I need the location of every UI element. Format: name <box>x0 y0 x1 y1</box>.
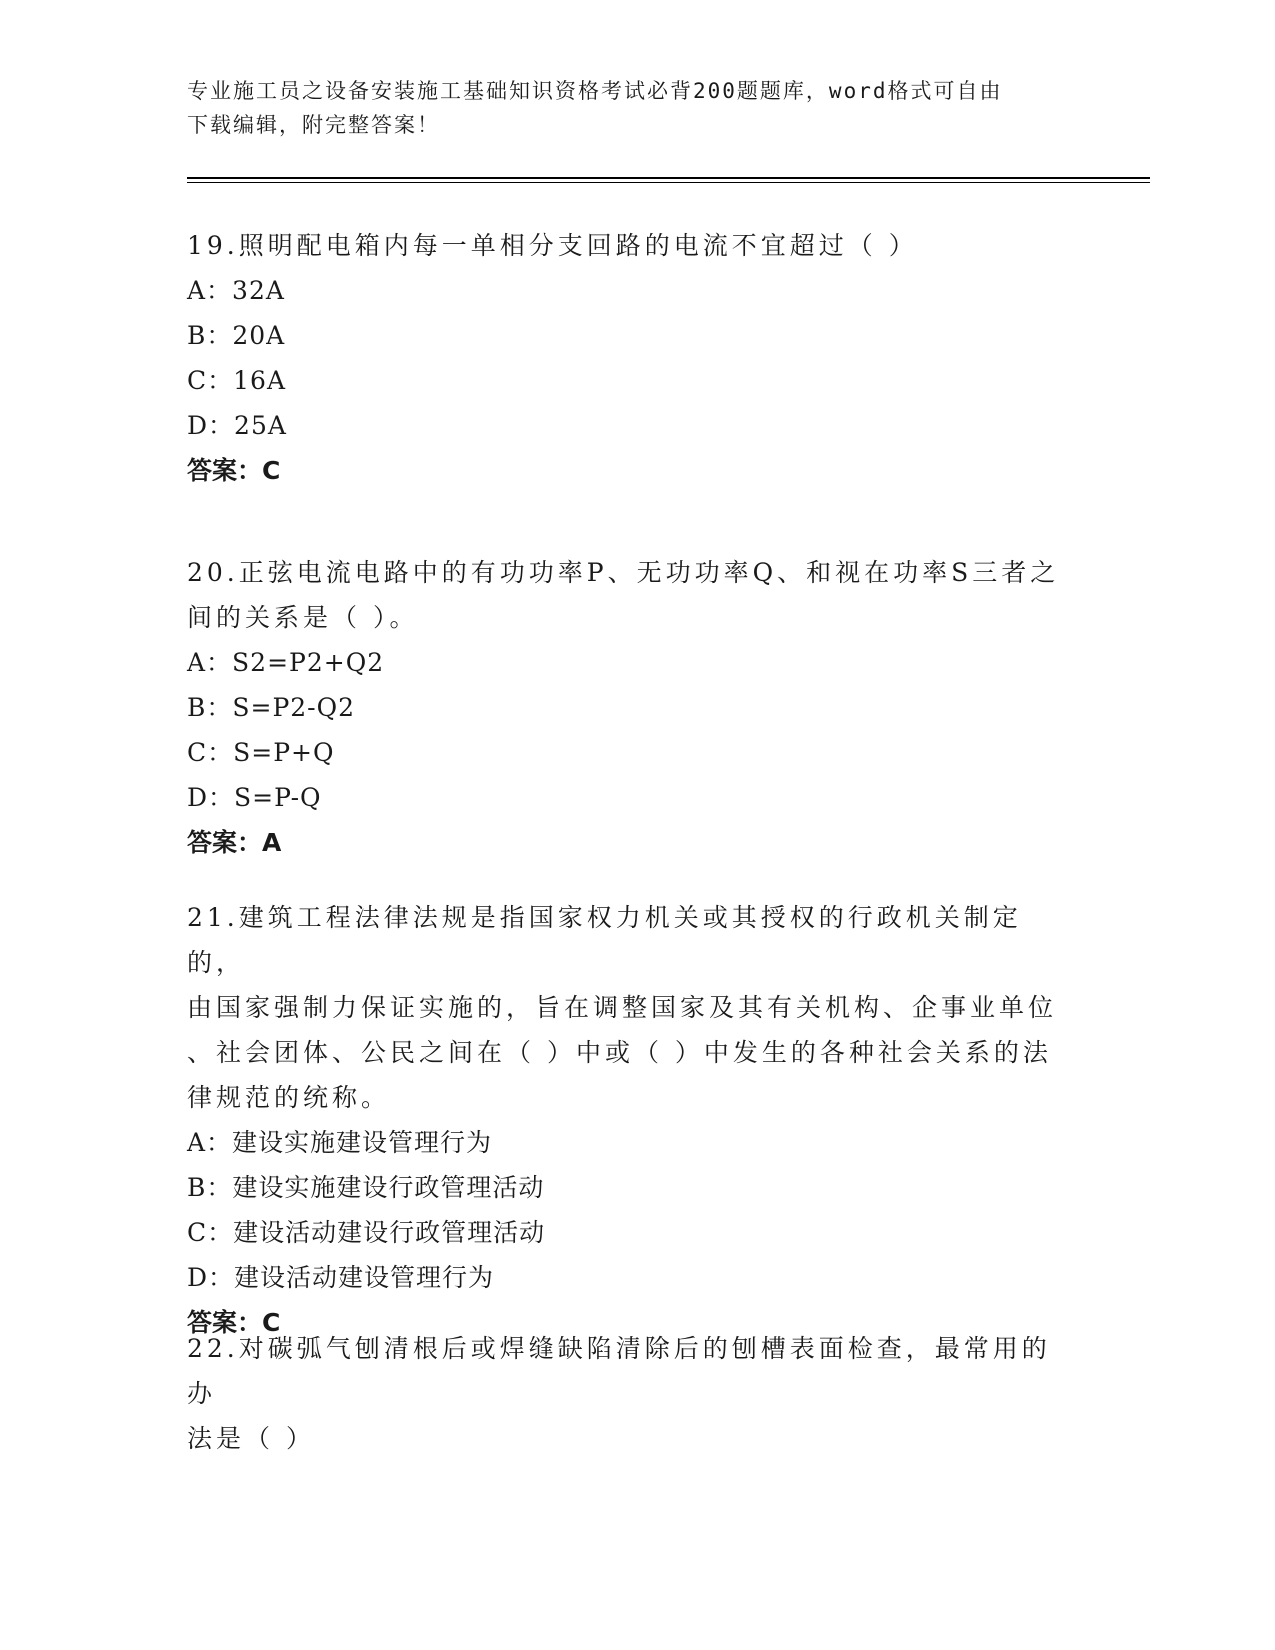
header-divider-thin <box>187 182 1150 183</box>
answer: 答案：C <box>187 1308 281 1337</box>
option-a: A：建设实施建设管理行为 <box>187 1128 493 1157</box>
question-text: 20.正弦电流电路中的有功功率P、无功功率Q、和视在功率S三者之 <box>187 558 1060 587</box>
answer: 答案：C <box>187 456 281 485</box>
option-c: C：S=P+Q <box>187 738 335 767</box>
option-b: B：S=P2-Q2 <box>187 693 356 722</box>
document-header <box>187 74 1067 142</box>
question-text: 间的关系是（ ）。 <box>187 603 419 632</box>
header-divider-thick <box>187 177 1150 179</box>
option-b: B：建设实施建设行政管理活动 <box>187 1173 545 1202</box>
option-a: A：32A <box>187 276 285 305</box>
question-text: 法是（ ） <box>187 1424 315 1453</box>
option-b: B：20A <box>187 321 286 350</box>
question-19 <box>187 223 1067 493</box>
question-text: 22.对碳弧气刨清根后或焊缝缺陷清除后的刨槽表面检查，最常用的办 <box>187 1334 1051 1408</box>
question-text: 、社会团体、公民之间在（ ）中或（ ）中发生的各种社会关系的法 <box>187 1038 1052 1067</box>
question-20 <box>187 550 1067 865</box>
question-text: 19.照明配电箱内每一单相分支回路的电流不宜超过（ ） <box>187 231 918 260</box>
header-line-1: 专业施工员之设备安装施工基础知识资格考试必背200题题库，word格式可自由 <box>187 79 1003 103</box>
question-text: 21.建筑工程法律法规是指国家权力机关或其授权的行政机关制定的， <box>187 903 1022 977</box>
option-d: D：建设活动建设管理行为 <box>187 1263 495 1292</box>
question-text: 律规范的统称。 <box>187 1083 391 1112</box>
question-21 <box>187 895 1067 1345</box>
option-a: A：S2=P2+Q2 <box>187 648 385 677</box>
question-text: 由国家强制力保证实施的，旨在调整国家及其有关机构、企事业单位 <box>187 993 1058 1022</box>
question-22 <box>187 1326 1067 1461</box>
option-d: D：S=P-Q <box>187 783 322 812</box>
option-d: D：25A <box>187 411 287 440</box>
answer: 答案：A <box>187 828 282 857</box>
header-line-2: 下载编辑，附完整答案！ <box>187 113 440 137</box>
option-c: C：16A <box>187 366 286 395</box>
option-c: C：建设活动建设行政管理活动 <box>187 1218 546 1247</box>
